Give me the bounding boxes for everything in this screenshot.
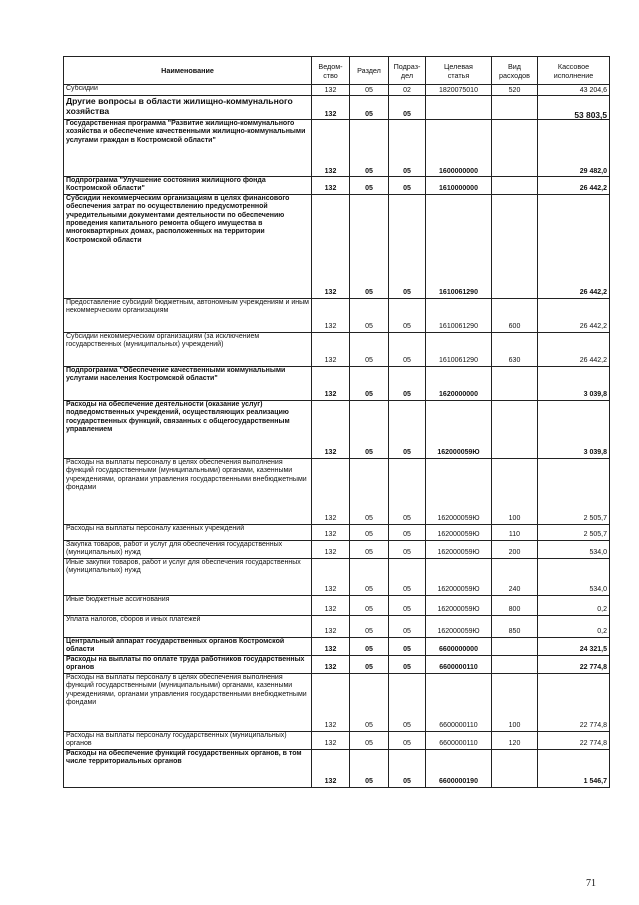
cell-amount: 22 774,8	[538, 731, 610, 749]
cell-dept: 132	[312, 540, 350, 558]
cell-article: 162000059Ю	[426, 540, 492, 558]
cell-dept: 132	[312, 177, 350, 195]
cell-section: 05	[350, 120, 389, 177]
cell-exptype: 200	[492, 540, 538, 558]
cell-exptype: 800	[492, 595, 538, 615]
cell-amount: 43 204,6	[538, 85, 610, 96]
cell-exptype: 100	[492, 673, 538, 731]
cell-exptype: 240	[492, 558, 538, 595]
cell-name: Подпрограмма "Обеспечение качественными коммунальными услугами населения Костромской области"	[64, 366, 312, 400]
cell-name: Другие вопросы в области жилищно-коммунального хозяйства	[64, 96, 312, 120]
header-name: Наименование	[64, 57, 312, 85]
cell-subsection: 05	[389, 637, 426, 655]
cell-section: 05	[350, 673, 389, 731]
cell-article: 162000059Ю	[426, 458, 492, 524]
cell-dept: 132	[312, 194, 350, 298]
cell-dept: 132	[312, 366, 350, 400]
cell-amount: 534,0	[538, 558, 610, 595]
cell-section: 05	[350, 655, 389, 673]
cell-amount: 22 774,8	[538, 673, 610, 731]
cell-name: Расходы на выплаты персоналу в целях обеспечения выполнения функций государственными (муниципальными) органами, казенными учреждениями, органами управления государственными внебюджетными фондами	[64, 673, 312, 731]
table-row	[64, 655, 610, 673]
table-row	[64, 85, 610, 96]
cell-section: 05	[350, 524, 389, 540]
cell-name: Расходы на выплаты персоналу казенных учреждений	[64, 524, 312, 540]
cell-dept: 132	[312, 120, 350, 177]
cell-section: 05	[350, 298, 389, 332]
cell-exptype: 600	[492, 298, 538, 332]
cell-subsection: 05	[389, 558, 426, 595]
cell-article: 1610061290	[426, 332, 492, 366]
cell-section: 05	[350, 749, 389, 787]
cell-article: 1620000000	[426, 366, 492, 400]
table-row	[64, 366, 610, 400]
cell-section: 05	[350, 595, 389, 615]
cell-article: 162000059Ю	[426, 558, 492, 595]
table-row	[64, 400, 610, 458]
header-subsection: Подраз- дел	[389, 57, 426, 85]
cell-article: 6600000000	[426, 637, 492, 655]
cell-name: Субсидии некоммерческим организациям в целях финансового обеспечения затрат по осуществлению предусмотренной учредительными документами деятельности по обеспечению проведения капитального ремонта общего имущества в многоквартирных домах, расположенных на территории Костромской области	[64, 194, 312, 298]
cell-name: Иные бюджетные ассигнования	[64, 595, 312, 615]
cell-exptype: 100	[492, 458, 538, 524]
cell-exptype	[492, 120, 538, 177]
cell-subsection: 05	[389, 332, 426, 366]
cell-article: 1820075010	[426, 85, 492, 96]
table-body	[64, 85, 610, 788]
cell-section: 05	[350, 177, 389, 195]
cell-name: Иные закупки товаров, работ и услуг для обеспечения государственных (муниципальных) нужд	[64, 558, 312, 595]
page-number: 71	[586, 878, 596, 889]
cell-amount: 26 442,2	[538, 177, 610, 195]
cell-name: Расходы на выплаты по оплате труда работников государственных органов	[64, 655, 312, 673]
cell-article: 1600000000	[426, 120, 492, 177]
table-row	[64, 298, 610, 332]
table-row	[64, 524, 610, 540]
cell-dept: 132	[312, 298, 350, 332]
table-header-row	[64, 57, 610, 85]
table-row	[64, 540, 610, 558]
cell-article: 1610061290	[426, 298, 492, 332]
cell-name: Предоставление субсидий бюджетным, автономным учреждениям и иным некоммерческим организациям	[64, 298, 312, 332]
cell-article: 1610000000	[426, 177, 492, 195]
cell-name: Расходы на обеспечение деятельности (оказание услуг) подведомственных учреждений, осуществляющих реализацию государственных функций, связанных с общегосударственным управлением	[64, 400, 312, 458]
cell-amount: 29 482,0	[538, 120, 610, 177]
cell-amount: 1 546,7	[538, 749, 610, 787]
table-row	[64, 595, 610, 615]
cell-amount: 2 505,7	[538, 458, 610, 524]
cell-section: 05	[350, 366, 389, 400]
cell-amount: 22 774,8	[538, 655, 610, 673]
cell-article: 162000059Ю	[426, 400, 492, 458]
cell-section: 05	[350, 458, 389, 524]
cell-amount: 26 442,2	[538, 298, 610, 332]
cell-dept: 132	[312, 655, 350, 673]
table-row	[64, 120, 610, 177]
table-row	[64, 731, 610, 749]
cell-dept: 132	[312, 458, 350, 524]
cell-name: Расходы на выплаты персоналу в целях обеспечения выполнения функций государственными (муниципальными) органами, казенными учреждениями, органами управления государственными внебюджетными фондами	[64, 458, 312, 524]
cell-amount: 2 505,7	[538, 524, 610, 540]
cell-amount: 3 039,8	[538, 400, 610, 458]
cell-article: 6600000110	[426, 731, 492, 749]
cell-dept: 132	[312, 85, 350, 96]
cell-subsection: 05	[389, 194, 426, 298]
table-row	[64, 615, 610, 637]
cell-subsection: 05	[389, 655, 426, 673]
cell-subsection: 05	[389, 298, 426, 332]
cell-name: Государственная программа "Развитие жилищно-коммунального хозяйства и обеспечение качественными жилищно-коммунальными услугами граждан в Костромской области"	[64, 120, 312, 177]
cell-name: Центральный аппарат государственных органов Костромской области	[64, 637, 312, 655]
cell-name: Расходы на выплаты персоналу государственных (муниципальных) органов	[64, 731, 312, 749]
cell-dept: 132	[312, 332, 350, 366]
cell-dept: 132	[312, 558, 350, 595]
header-article: Целевая статья	[426, 57, 492, 85]
cell-exptype	[492, 400, 538, 458]
cell-name: Субсидии некоммерческим организациям (за исключением государственных (муниципальных) учреждений)	[64, 332, 312, 366]
cell-dept: 132	[312, 731, 350, 749]
cell-exptype	[492, 366, 538, 400]
cell-subsection: 05	[389, 120, 426, 177]
cell-dept: 132	[312, 637, 350, 655]
header-section: Раздел	[350, 57, 389, 85]
cell-section: 05	[350, 637, 389, 655]
cell-dept: 132	[312, 524, 350, 540]
cell-section: 05	[350, 194, 389, 298]
cell-section: 05	[350, 96, 389, 120]
cell-dept: 132	[312, 595, 350, 615]
cell-section: 05	[350, 400, 389, 458]
cell-name: Уплата налогов, сборов и иных платежей	[64, 615, 312, 637]
cell-subsection: 05	[389, 400, 426, 458]
header-exptype: Вид расходов	[492, 57, 538, 85]
cell-section: 05	[350, 731, 389, 749]
cell-exptype: 630	[492, 332, 538, 366]
cell-amount: 0,2	[538, 595, 610, 615]
cell-exptype	[492, 177, 538, 195]
cell-dept: 132	[312, 615, 350, 637]
cell-subsection: 05	[389, 366, 426, 400]
cell-dept: 132	[312, 400, 350, 458]
cell-subsection: 05	[389, 749, 426, 787]
cell-section: 05	[350, 540, 389, 558]
cell-article: 162000059Ю	[426, 595, 492, 615]
cell-subsection: 05	[389, 673, 426, 731]
cell-section: 05	[350, 615, 389, 637]
cell-dept: 132	[312, 749, 350, 787]
cell-article: 6600000190	[426, 749, 492, 787]
cell-article: 162000059Ю	[426, 524, 492, 540]
cell-subsection: 05	[389, 177, 426, 195]
cell-subsection: 02	[389, 85, 426, 96]
cell-exptype: 850	[492, 615, 538, 637]
cell-subsection: 05	[389, 731, 426, 749]
cell-article: 162000059Ю	[426, 615, 492, 637]
cell-subsection: 05	[389, 524, 426, 540]
cell-amount: 53 803,5	[538, 96, 610, 120]
cell-subsection: 05	[389, 96, 426, 120]
cell-exptype: 120	[492, 731, 538, 749]
cell-dept: 132	[312, 673, 350, 731]
table-row	[64, 637, 610, 655]
cell-article: 6600000110	[426, 655, 492, 673]
table-row	[64, 96, 610, 120]
cell-exptype: 520	[492, 85, 538, 96]
cell-section: 05	[350, 85, 389, 96]
table-row	[64, 673, 610, 731]
cell-name: Закупка товаров, работ и услуг для обеспечения государственных (муниципальных) нужд	[64, 540, 312, 558]
cell-exptype: 110	[492, 524, 538, 540]
header-dept: Ведом- ство	[312, 57, 350, 85]
cell-subsection: 05	[389, 458, 426, 524]
cell-section: 05	[350, 332, 389, 366]
cell-name: Расходы на обеспечение функций государственных органов, в том числе территориальных органов	[64, 749, 312, 787]
cell-exptype	[492, 194, 538, 298]
cell-amount: 3 039,8	[538, 366, 610, 400]
cell-exptype	[492, 749, 538, 787]
cell-exptype	[492, 96, 538, 120]
table-row	[64, 749, 610, 787]
cell-amount: 534,0	[538, 540, 610, 558]
cell-dept: 132	[312, 96, 350, 120]
budget-table	[63, 56, 610, 788]
cell-name: Субсидии	[64, 85, 312, 96]
table-row	[64, 194, 610, 298]
cell-article: 1610061290	[426, 194, 492, 298]
cell-subsection: 05	[389, 595, 426, 615]
table-row	[64, 332, 610, 366]
cell-section: 05	[350, 558, 389, 595]
cell-name: Подпрограмма "Улучшение состояния жилищного фонда Костромской области"	[64, 177, 312, 195]
cell-amount: 26 442,2	[538, 332, 610, 366]
cell-subsection: 05	[389, 615, 426, 637]
header-amount: Кассовое исполнение	[538, 57, 610, 85]
cell-subsection: 05	[389, 540, 426, 558]
table-row	[64, 558, 610, 595]
cell-amount: 26 442,2	[538, 194, 610, 298]
cell-amount: 24 321,5	[538, 637, 610, 655]
table-row	[64, 458, 610, 524]
cell-article: 6600000110	[426, 673, 492, 731]
cell-amount: 0,2	[538, 615, 610, 637]
cell-exptype	[492, 655, 538, 673]
cell-exptype	[492, 637, 538, 655]
cell-article	[426, 96, 492, 120]
table-row	[64, 177, 610, 195]
